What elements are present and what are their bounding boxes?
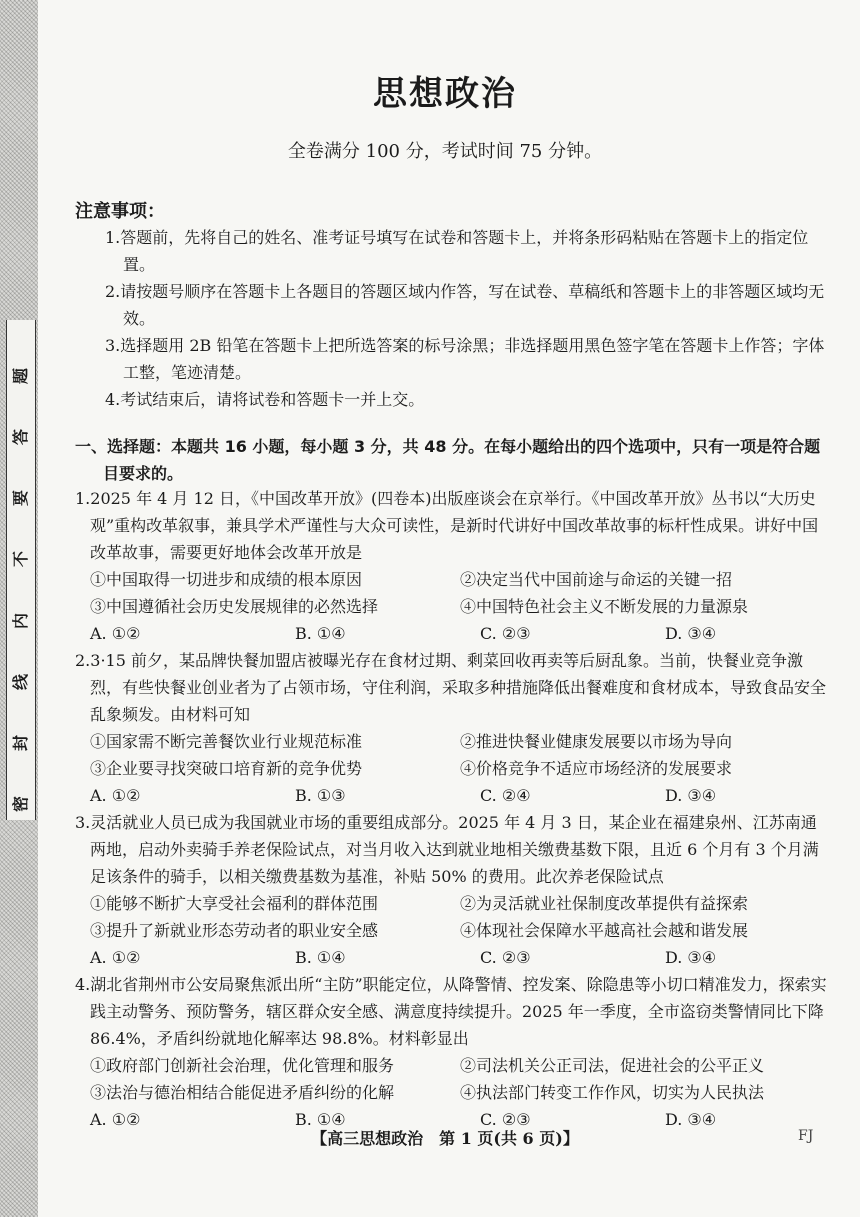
answer-choice-d: D. ③④ [665,786,717,805]
statement-option: ②推进快餐业健康发展要以市场为导向 [460,732,733,751]
seal-line-char: 密 [10,795,30,812]
corner-mark: FJ [798,1128,814,1144]
seal-line-text [7,320,35,820]
statement-option: ③提升了新就业形态劳动者的职业安全感 [90,921,379,940]
statement-options [75,1052,830,1106]
statement-option: ①政府部门创新社会治理，优化管理和服务 [90,1056,395,1075]
question-stem: 2.3·15 前夕，某品牌快餐加盟店被曝光存在食材过期、剩菜回收再卖等后厨乱象。当前，快餐业竞争激烈，有些快餐业创业者为了占领市场，守住利润，采取多种措施降低出餐难度和食材成本，导致食品安全乱象频发。由材料可知 [75,651,827,724]
statement-option: ①中国取得一切进步和成绩的根本原因 [90,570,363,589]
answer-choice-d: D. ③④ [665,1110,717,1129]
notes-list [105,224,825,413]
seal-line-char: 不 [10,551,30,568]
seal-line-band [6,320,36,820]
answer-choice-d: D. ③④ [665,624,717,643]
statement-option: ③法治与德治相结合能促进矛盾纠纷的化解 [90,1083,395,1102]
answer-choice-b: B. ①③ [295,786,346,805]
statement-option: ④体现社会保障水平越高社会越和谐发展 [460,921,749,940]
question-3 [75,809,830,971]
note-item: 4.考试结束后，请将试卷和答题卡一并上交。 [105,390,425,409]
seal-line-char: 线 [10,673,30,690]
answer-choice-d: D. ③④ [665,948,717,967]
answer-choice-c: C. ②③ [480,948,531,967]
answer-choice-a: A. ①② [90,1110,141,1129]
statement-option: ③中国遵循社会历史发展规律的必然选择 [90,597,379,616]
answer-choice-b: B. ①④ [295,624,346,643]
answer-choice-a: A. ①② [90,786,141,805]
statement-option: ④价格竞争不适应市场经济的发展要求 [460,759,733,778]
statement-options [75,728,830,782]
statement-option: ③企业要寻找突破口培育新的竞争优势 [90,759,363,778]
statement-option: ④执法部门转变工作作风，切实为人民执法 [460,1083,765,1102]
answer-choice-c: C. ②③ [480,624,531,643]
statement-options [75,566,830,620]
statement-option: ②为灵活就业社保制度改革提供有益探索 [460,894,749,913]
note-item: 2.请按题号顺序在答题卡上各题目的答题区域内作答，写在试卷、草稿纸和答题卡上的非答题区域均无效。 [105,282,825,328]
answer-choice-b: B. ①④ [295,948,346,967]
page-title: 思想政治 [373,74,517,114]
seal-line-char: 题 [10,367,30,385]
statement-option: ②决定当代中国前途与命运的关键一招 [460,570,733,589]
binding-margin [0,0,38,1217]
exam-info: 全卷满分 100 分，考试时间 75 分钟。 [287,141,603,162]
question-list [75,485,830,1133]
answer-choice-a: A. ①② [90,948,141,967]
answer-choices [75,620,830,647]
seal-line-char: 答 [10,429,30,446]
question-stem: 1.2025 年 4 月 12 日，《中国改革开放》(四卷本)出版座谈会在京举行。《中国改革开放》丛书以“大历史观”重构改革叙事，兼具学术严谨性与大众可读性，是新时代讲好中国改革故事的标杆性成果。讲好中国改革故事，需要更好地体会改革开放是 [75,489,819,562]
answer-choice-c: C. ②④ [480,786,531,805]
answer-choice-a: A. ①② [90,624,141,643]
statement-option: ①能够不断扩大享受社会福利的群体范围 [90,894,379,913]
notes-heading: 注意事项： [75,201,165,222]
note-item: 1.答题前，先将自己的姓名、准考证号填写在试卷和答题卡上，并将条形码粘贴在答题卡上的指定位置。 [105,228,809,274]
question-2 [75,647,830,809]
statement-option: ④中国特色社会主义不断发展的力量源泉 [460,597,749,616]
question-stem: 3.灵活就业人员已成为我国就业市场的重要组成部分。2025 年 4 月 3 日，某企业在福建泉州、江苏南通两地，启动外卖骑手养老保险试点，对当月收入达到就业地相关缴费基数下限，且近 6 个月有 3 个月满足该条件的骑手，以相关缴费基数为基准，补贴 50% 的费用。此次养老保险试点 [75,813,819,886]
answer-choices [75,944,830,971]
answer-choices [75,782,830,809]
answer-choice-c: C. ②③ [480,1110,531,1129]
question-stem: 4.湖北省荆州市公安局聚焦派出所“主防”职能定位，从降警情、控发案、除隐患等小切口精准发力，探索实践主动警务、预防警务，辖区群众安全感、满意度持续提升。2025 年一季度，全市盗窃类警情同比下降 86.4%，矛盾纠纷就地化解率达 98.8%。材料彰显出 [75,975,827,1048]
seal-line-char: 要 [10,490,30,507]
statement-option: ②司法机关公正司法，促进社会的公平正义 [460,1056,765,1075]
section-heading: 一、选择题：本题共 16 小题，每小题 3 分，共 48 分。在每小题给出的四个选项中，只有一项是符合题目要求的。 [75,437,821,483]
answer-choice-b: B. ①④ [295,1110,346,1129]
page-footer: 【高三思想政治 第 1 页(共 6 页)】 [311,1129,579,1148]
question-1 [75,485,830,647]
statement-option: ①国家需不断完善餐饮业行业规范标准 [90,732,363,751]
seal-line-char: 内 [10,612,30,629]
statement-options [75,890,830,944]
question-4 [75,971,830,1133]
note-item: 3.选择题用 2B 铅笔在答题卡上把所选答案的标号涂黑；非选择题用黑色签字笔在答题卡上作答；字体工整，笔迹清楚。 [105,336,825,382]
seal-line-char: 封 [10,734,30,751]
